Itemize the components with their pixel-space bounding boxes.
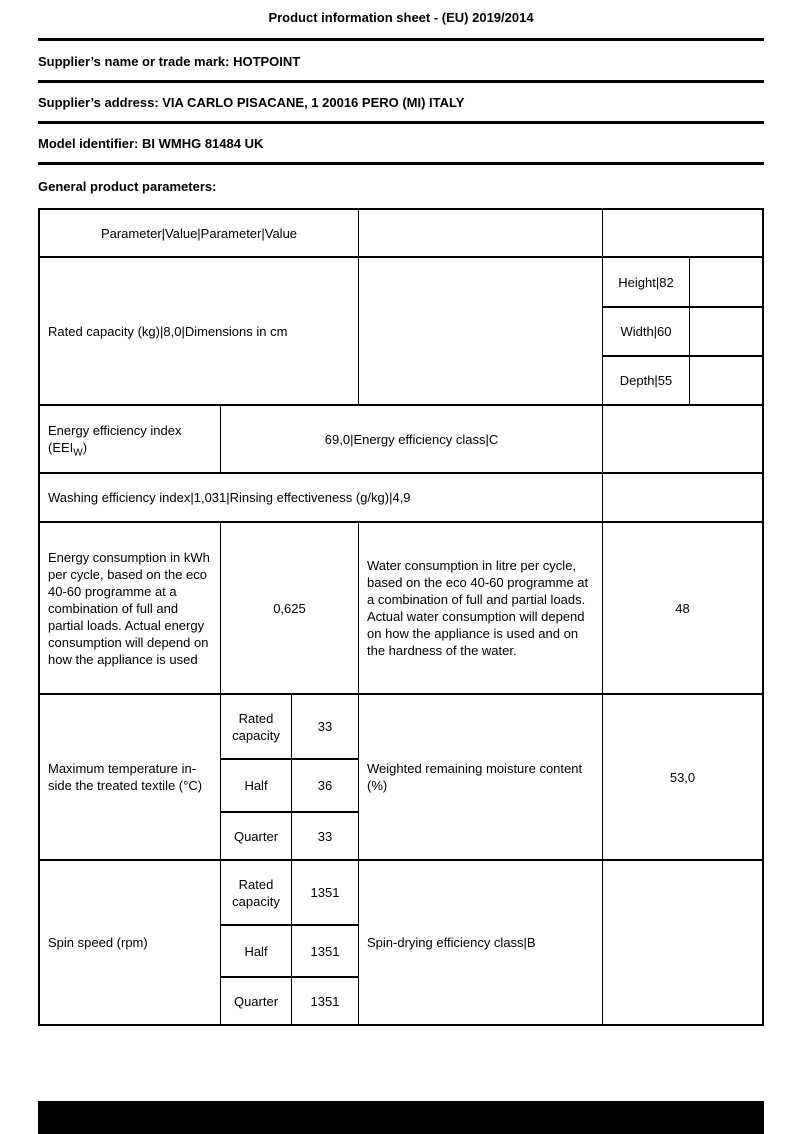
washing-efficiency-cell: Washing efficiency index|1,031|Rinsing effectiveness (g/kg)|4,9 bbox=[40, 474, 603, 523]
max-temp-load-quarter-cell: Quarter bbox=[221, 813, 292, 861]
spin-value-rated-cell: 1351 bbox=[292, 861, 359, 926]
energy-consumption-label-cell: Energy consumption in kWh per cycle, based on the eco 40-60 programme at a combination of full and partial loads. Actual energy consumption will depend on how the appliance is used bbox=[40, 523, 221, 695]
eei-label-pre: (EEI bbox=[48, 440, 74, 455]
footer-bar bbox=[38, 1101, 764, 1134]
energy-efficiency-index-cell bbox=[40, 406, 221, 474]
dimension-width-cell: Width|60 bbox=[603, 308, 690, 357]
eei-label-line1: Energy efficiency index bbox=[48, 423, 182, 438]
document-title: Product information sheet - (EU) 2019/2014 bbox=[268, 10, 534, 25]
max-temperature-label-cell: Maximum temperature in-side the treated textile (°C) bbox=[40, 695, 221, 861]
water-consumption-label-cell: Water consumption in litre per cycle, based on the eco 40-60 programme at a combination of full and partial loads. Actual water consumption will depend on how the appliance is used and on the hardness of the water. bbox=[359, 523, 603, 695]
dimension-depth-value-cell bbox=[690, 357, 762, 406]
divider-4 bbox=[38, 162, 764, 165]
header-empty-cell-mid bbox=[359, 210, 603, 258]
spin-speed-label-cell: Spin speed (rpm) bbox=[40, 861, 221, 1024]
spin-drying-class-cell: Spin-drying efficiency class|B bbox=[359, 861, 603, 1024]
spin-load-quarter-cell: Quarter bbox=[221, 978, 292, 1024]
spin-load-rated-cell: Rated capacity bbox=[221, 861, 292, 926]
max-temp-value-rated-cell: 33 bbox=[292, 695, 359, 760]
dimension-depth-cell: Depth|55 bbox=[603, 357, 690, 406]
spin-value-half-cell: 1351 bbox=[292, 926, 359, 978]
energy-efficiency-index-text bbox=[48, 422, 182, 459]
header-empty-cell-right bbox=[603, 210, 762, 258]
table-header-cell: Parameter|Value|Parameter|Value bbox=[40, 210, 359, 258]
rated-capacity-cell: Rated capacity (kg)|8,0|Dimensions in cm bbox=[40, 258, 359, 406]
energy-efficiency-value-cell: 69,0|Energy efficiency class|C bbox=[221, 406, 603, 474]
moisture-label-cell: Weighted remaining moisture content (%) bbox=[359, 695, 603, 861]
supplier-name-line: Supplier’s name or trade mark: HOTPOINT bbox=[38, 54, 301, 69]
eei-label-post: ) bbox=[82, 440, 88, 455]
energy-efficiency-empty-cell bbox=[603, 406, 762, 474]
moisture-value-cell: 53,0 bbox=[603, 695, 762, 861]
spin-value-quarter-cell: 1351 bbox=[292, 978, 359, 1024]
max-temp-value-half-cell: 36 bbox=[292, 760, 359, 813]
spin-speed-empty-cell bbox=[603, 861, 762, 1024]
max-temp-value-quarter-cell: 33 bbox=[292, 813, 359, 861]
divider-2 bbox=[38, 80, 764, 83]
rated-capacity-empty-cell bbox=[359, 258, 603, 406]
section-heading: General product parameters: bbox=[38, 179, 217, 194]
washing-efficiency-empty-cell bbox=[603, 474, 762, 523]
max-temp-load-half-cell: Half bbox=[221, 760, 292, 813]
supplier-address-line: Supplier’s address: VIA CARLO PISACANE, 1 20016 PERO (MI) ITALY bbox=[38, 95, 465, 110]
water-consumption-value-cell: 48 bbox=[603, 523, 762, 695]
divider-3 bbox=[38, 121, 764, 124]
dimension-height-value-cell bbox=[690, 258, 762, 308]
energy-consumption-value-cell: 0,625 bbox=[221, 523, 359, 695]
parameters-table bbox=[38, 208, 764, 1026]
eei-subscript: W bbox=[73, 447, 83, 459]
spin-load-half-cell: Half bbox=[221, 926, 292, 978]
divider-1 bbox=[38, 38, 764, 41]
dimension-height-cell: Height|82 bbox=[603, 258, 690, 308]
model-identifier-line: Model identifier: BI WMHG 81484 UK bbox=[38, 136, 264, 151]
dimension-width-value-cell bbox=[690, 308, 762, 357]
max-temp-load-rated-cell: Rated capacity bbox=[221, 695, 292, 760]
